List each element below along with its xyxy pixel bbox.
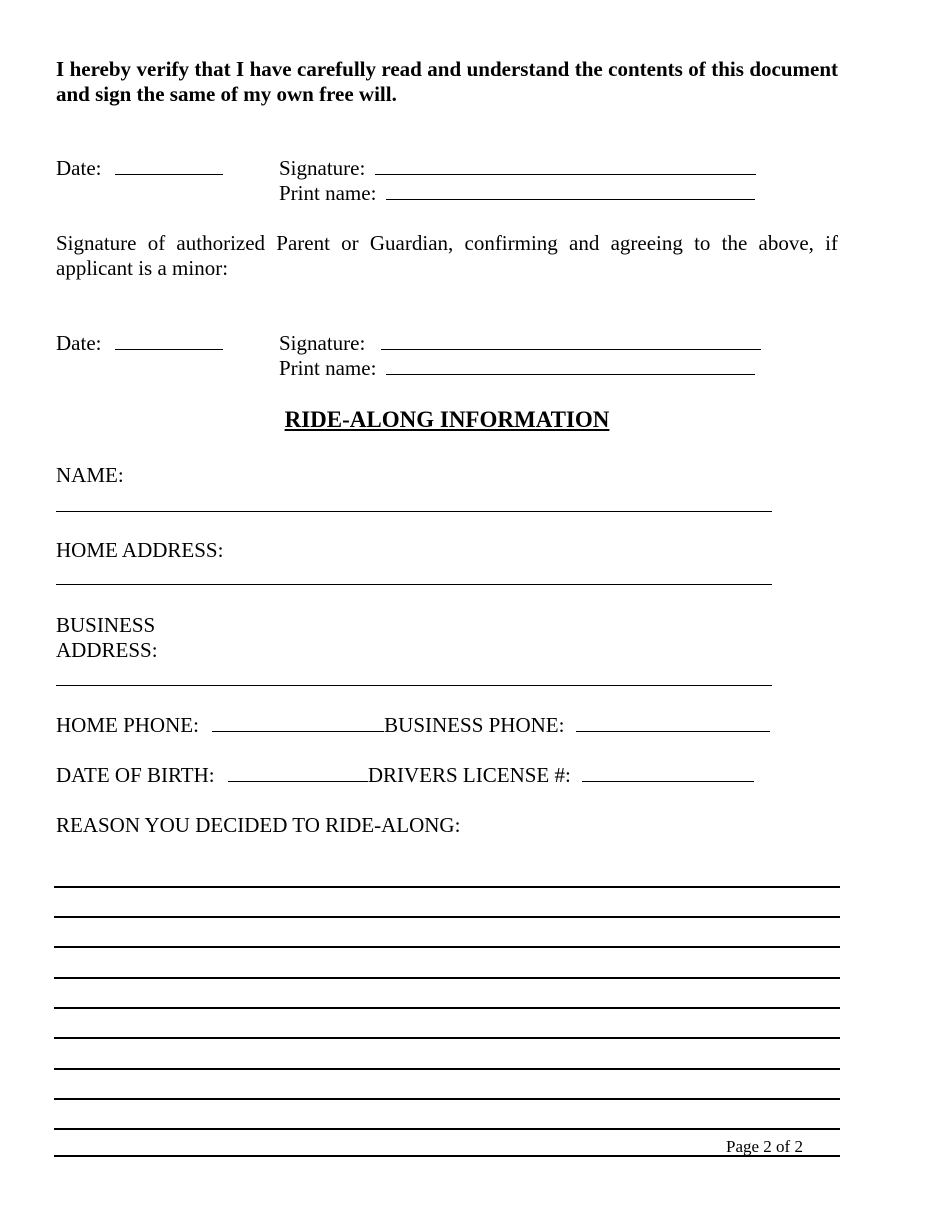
applicant-date-label: Date: <box>56 156 102 180</box>
guardian-print-name-line[interactable] <box>386 356 755 375</box>
business-phone-label: BUSINESS PHONE: <box>384 713 565 737</box>
guardian-print-name-label: Print name: <box>279 356 377 380</box>
reason-line[interactable] <box>54 886 840 888</box>
home-address-input-line[interactable] <box>56 584 772 585</box>
guardian-statement: Signature of authorized Parent or Guardian, confirming and agreeing to the above, if applicant is a minor: <box>56 231 838 280</box>
reason-line[interactable] <box>54 1098 840 1100</box>
reason-line[interactable] <box>54 946 840 948</box>
dob-license-row <box>56 763 754 788</box>
applicant-date-line[interactable] <box>115 156 223 175</box>
drivers-license-label: DRIVERS LICENSE #: <box>367 763 571 787</box>
guardian-date-field[interactable] <box>56 331 223 356</box>
ride-along-heading: RIDE-ALONG INFORMATION <box>284 407 610 432</box>
reason-line[interactable] <box>54 977 840 979</box>
business-address-input-line[interactable] <box>56 685 772 686</box>
home-phone-line[interactable] <box>212 713 384 732</box>
business-phone-line[interactable] <box>576 713 770 732</box>
applicant-signature-line[interactable] <box>375 156 756 175</box>
home-address-label: HOME ADDRESS: <box>56 538 224 562</box>
verification-statement: I hereby verify that I have carefully read and understand the contents of this document and sign the same of my own free will. <box>56 57 838 106</box>
guardian-signature-label: Signature: <box>279 331 366 355</box>
name-input-line[interactable] <box>56 511 772 512</box>
reason-line[interactable] <box>54 1007 840 1009</box>
applicant-print-name-label: Print name: <box>279 181 377 205</box>
date-of-birth-label: DATE OF BIRTH: <box>56 763 215 787</box>
guardian-signature-field[interactable] <box>279 331 761 356</box>
business-address-label-line2: ADDRESS: <box>56 638 158 662</box>
applicant-print-name-field[interactable] <box>279 181 755 206</box>
name-label: NAME: <box>56 463 124 487</box>
applicant-print-name-line[interactable] <box>386 181 755 200</box>
guardian-print-name-field[interactable] <box>279 356 755 381</box>
reason-line[interactable] <box>54 1068 840 1070</box>
home-phone-label: HOME PHONE: <box>56 713 199 737</box>
business-address-label-line1: BUSINESS <box>56 613 156 637</box>
reason-line[interactable] <box>54 1128 840 1130</box>
date-of-birth-line[interactable] <box>228 763 368 782</box>
drivers-license-line[interactable] <box>582 763 754 782</box>
reason-line[interactable] <box>54 1037 840 1039</box>
applicant-date-field[interactable] <box>56 156 223 181</box>
reason-line[interactable] <box>54 916 840 918</box>
reason-label: REASON YOU DECIDED TO RIDE-ALONG: <box>56 813 461 837</box>
applicant-signature-label: Signature: <box>279 156 366 180</box>
page-number: Page 2 of 2 <box>726 1137 803 1156</box>
reason-line[interactable] <box>54 1155 840 1157</box>
guardian-date-line[interactable] <box>115 331 223 350</box>
phone-row <box>56 713 770 738</box>
applicant-signature-field[interactable] <box>279 156 756 181</box>
guardian-signature-line[interactable] <box>381 331 761 350</box>
guardian-date-label: Date: <box>56 331 102 355</box>
